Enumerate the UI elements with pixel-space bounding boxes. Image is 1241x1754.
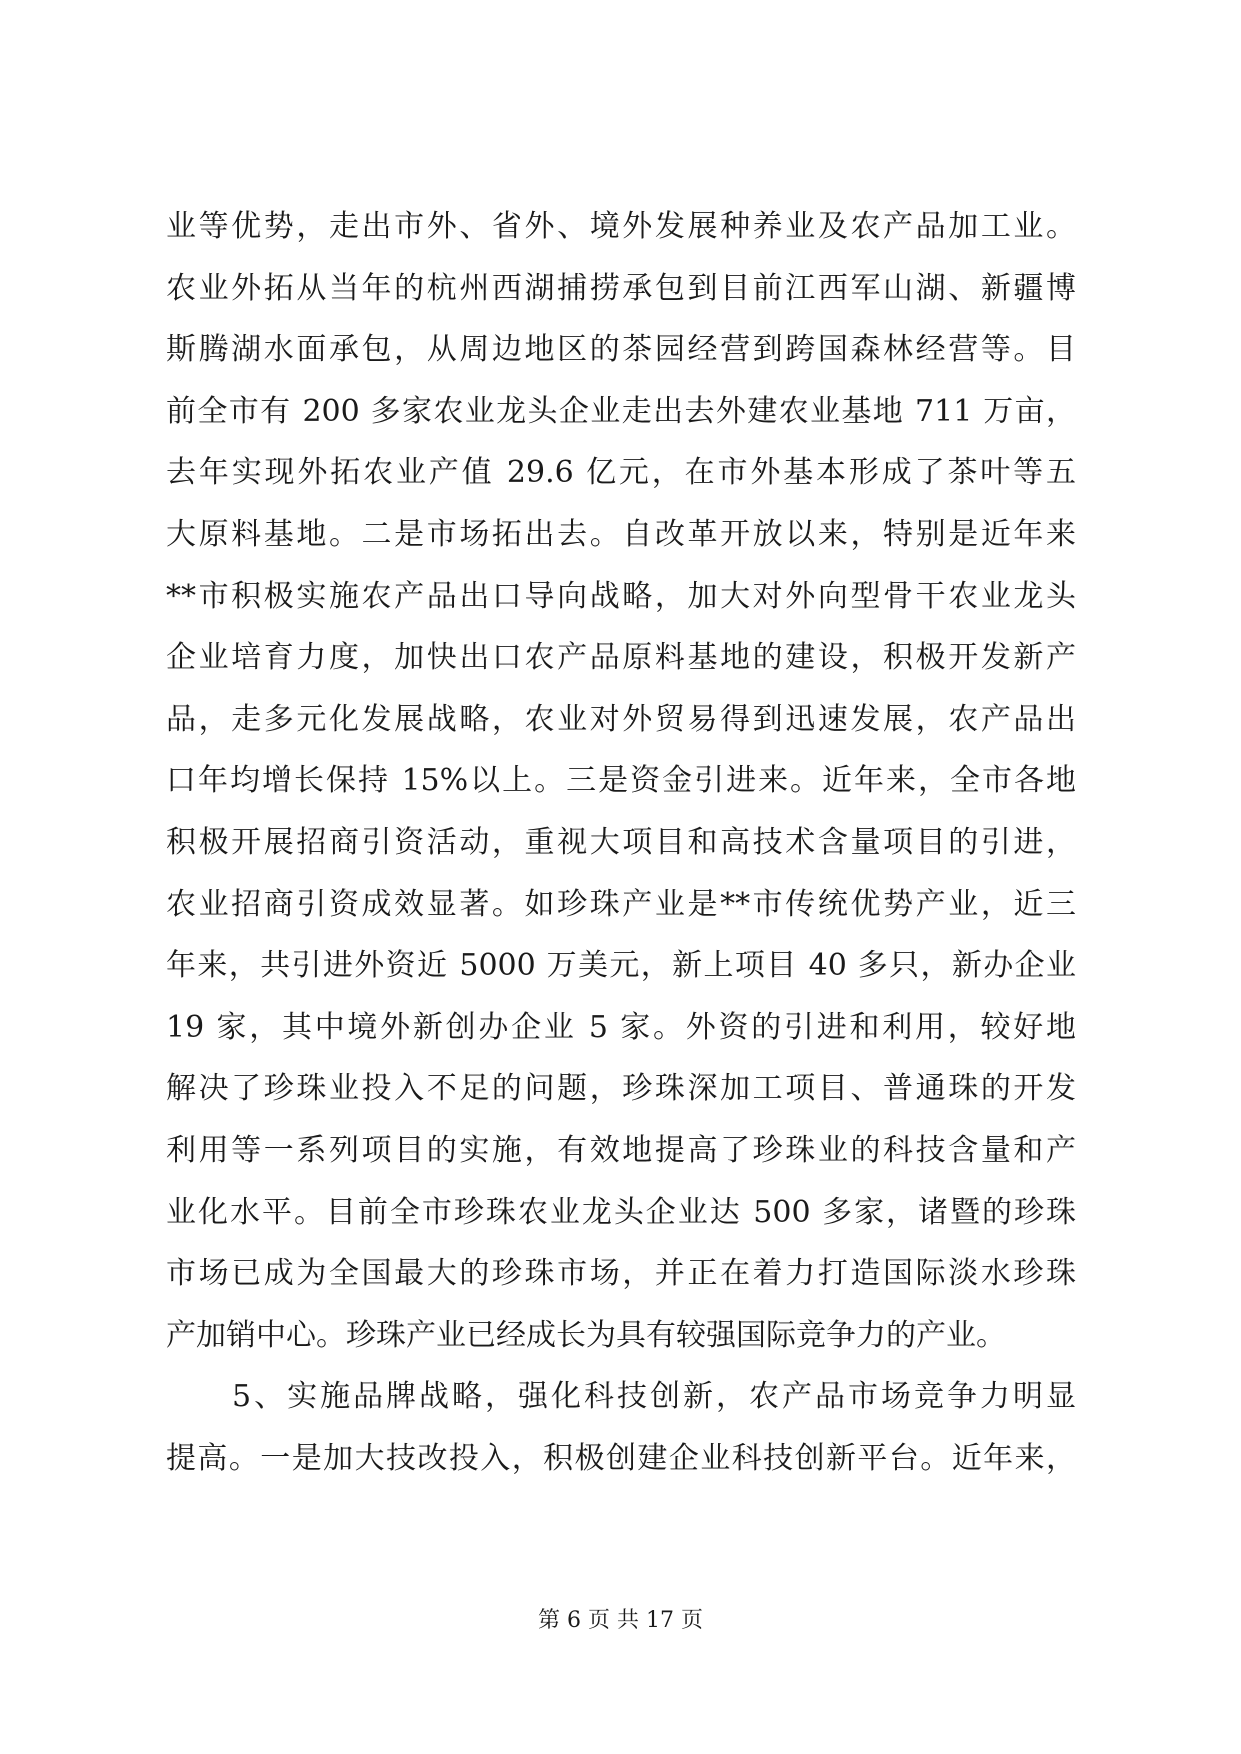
text-line: 利用等一系列项目的实施，有效地提高了珍珠业的科技含量和产 — [166, 1132, 1076, 1168]
text-line: 5、实施品牌战略，强化科技创新，农产品市场竞争力明显 — [166, 1379, 1076, 1415]
text-line: 业等优势，走出市外、省外、境外发展种养业及农产品加工业。 — [166, 209, 1076, 244]
text-line: 年来，共引进外资近 5000 万美元，新上项目 40 多只，新办企业 — [166, 948, 1076, 984]
text-line: 斯腾湖水面承包，从周边地区的茶园经营到跨国森林经营等。目 — [166, 332, 1076, 368]
text-line: 市场已成为全国最大的珍珠市场，并正在着力打造国际淡水珍珠 — [166, 1256, 1076, 1292]
text-line: 企业培育力度，加快出口农产品原料基地的建设，积极开发新产 — [166, 640, 1076, 676]
text-line: 提高。一是加大技改投入，积极创建企业科技创新平台。近年来， — [166, 1440, 1076, 1476]
text-line: 解决了珍珠业投入不足的问题，珍珠深加工项目、普通珠的开发 — [166, 1071, 1076, 1107]
text-line: 19 家，其中境外新创办企业 5 家。外资的引进和利用，较好地 — [166, 1009, 1076, 1045]
body-text — [166, 196, 1076, 1489]
text-line: 业化水平。目前全市珍珠农业龙头企业达 500 多家，诸暨的珍珠 — [166, 1194, 1076, 1230]
text-line: **市积极实施农产品出口导向战略，加大对外向型骨干农业龙头 — [166, 578, 1076, 614]
page-number-footer: 第 6 页 共 17 页 — [538, 1608, 703, 1633]
text-line: 口年均增长保持 15%以上。三是资金引进来。近年来，全市各地 — [166, 763, 1076, 799]
text-line: 产加销中心。珍珠产业已经成长为具有较强国际竞争力的产业。 — [166, 1317, 1006, 1353]
text-line: 品，走多元化发展战略，农业对外贸易得到迅速发展，农产品出 — [166, 701, 1076, 737]
text-line: 去年实现外拓农业产值 29.6 亿元，在市外基本形成了茶叶等五 — [166, 455, 1076, 491]
text-line: 前全市有 200 多家农业龙头企业走出去外建农业基地 711 万亩， — [166, 393, 1076, 429]
text-line: 积极开展招商引资活动，重视大项目和高技术含量项目的引进， — [166, 824, 1076, 860]
text-line: 大原料基地。二是市场拓出去。自改革开放以来，特别是近年来 — [166, 516, 1076, 552]
text-line: 农业外拓从当年的杭州西湖捕捞承包到目前江西军山湖、新疆博 — [166, 270, 1076, 306]
text-line: 农业招商引资成效显著。如珍珠产业是**市传统优势产业，近三 — [166, 886, 1076, 922]
